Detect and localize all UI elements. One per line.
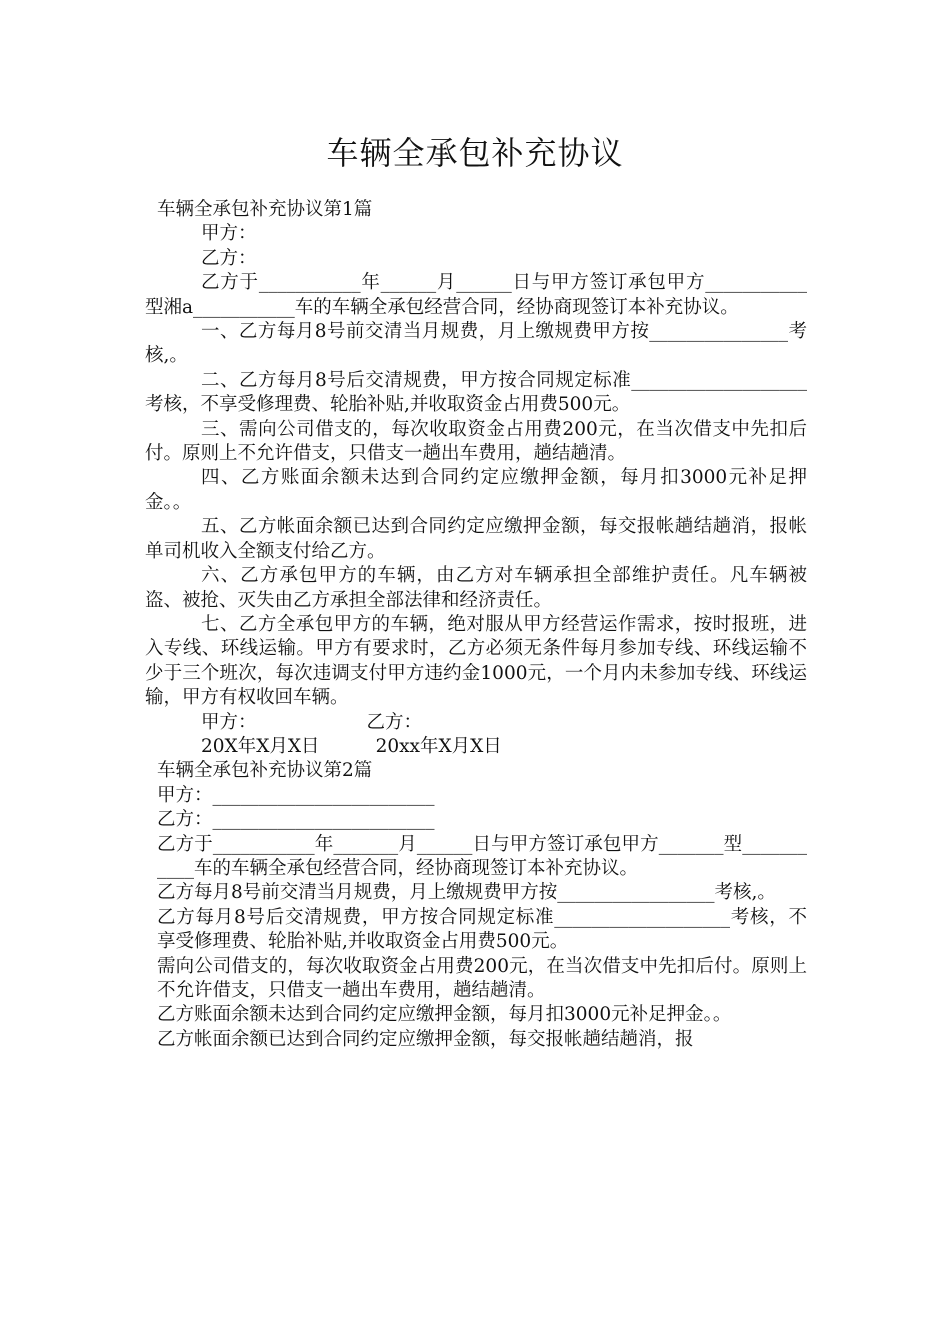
party-a-field: 甲方：________________________ (157, 784, 435, 806)
party-b-label: 乙方： (201, 247, 257, 269)
clause-2-5: 乙方帐面余额已达到合同约定应缴押金额，每交报帐趟结趟消，报 (157, 1028, 694, 1050)
clause-2-1: 乙方每月8号前交清当月规费，月上缴规费甲方按_________________考核,。 (157, 882, 776, 904)
clause-2-2: 乙方每月8号后交清规费，甲方按合同规定标准___________________考核，不享受修理费、轮胎补贴,并收取资金占用费500元。 (157, 906, 807, 953)
clause-6: 六、乙方承包甲方的车辆，由乙方对车辆承担全部维护责任。凡车辆被盗、被抢、灭失由乙方承担全部法律和经济责任。 (145, 565, 807, 611)
clause-1: 一、乙方每月8号前交清当月规费，月上缴规费甲方按_______________考核,。 (145, 321, 807, 367)
section-heading-2: 车辆全承包补充协议第2篇 (157, 760, 373, 782)
clause-3: 三、需向公司借支的，每次收取资金占用费200元，在当次借支中先扣后付。原则上不允许借支，只借支一趟出车费用，趟结趟清。 (145, 418, 807, 465)
clause-2-3: 需向公司借支的，每次收取资金占用费200元，在当次借支中先扣后付。原则上不允许借支，只借支一趟出车费用，趟结趟清。 (157, 955, 807, 1001)
document-title: 车辆全承包补充协议 (326, 134, 624, 172)
date-line (145, 735, 807, 759)
signature-party-a: 甲方： (201, 711, 257, 733)
clause-7: 七、乙方全承包甲方的车辆，绝对服从甲方经营运作需求，按时报班，进入专线、环线运输。甲方有要求时，乙方必须无条件每月参加专线、环线运输不少于三个班次，每次违调支付甲方违约金1000元，一个月内未参加专线、环线运输，甲方有权收回车辆。 (145, 613, 807, 709)
clause-2: 二、乙方每月8号后交清规费，甲方按合同规定标准___________________考核，不享受修理费、轮胎补贴,并收取资金占用费500元。 (145, 369, 807, 416)
document-body (145, 198, 807, 1052)
signature-party-b: 乙方： (366, 711, 423, 733)
date-party-b: 20xx年X月X日 (375, 735, 502, 757)
clause-5: 五、乙方帐面余额已达到合同约定应缴押金额，每交报帐趟结趟消，报帐单司机收入全额支付给乙方。 (145, 516, 807, 562)
signature-line (145, 711, 807, 735)
clause-2-4: 乙方账面余额未达到合同约定应缴押金额，每月扣3000元补足押金。。 (157, 1004, 732, 1026)
section-heading-1: 车辆全承包补充协议第1篇 (157, 199, 373, 220)
intro-paragraph: 乙方于___________年______月______日与甲方签订承包甲方___________型湘a___________车的车辆全承包经营合同，经协商现签订本补充协议。 (145, 272, 807, 318)
date-party-a: 20X年X月X日 (201, 735, 320, 757)
clause-4: 四、乙方账面余额未达到合同约定应缴押金额，每月扣3000元补足押金。。 (145, 467, 807, 513)
party-a-label: 甲方： (201, 223, 257, 245)
intro-paragraph-2: 乙方于___________年_______月______日与甲方签订承包甲方_______型___________车的车辆全承包经营合同，经协商现签订本补充协议。 (157, 833, 807, 879)
party-b-field: 乙方：________________________ (157, 809, 435, 831)
